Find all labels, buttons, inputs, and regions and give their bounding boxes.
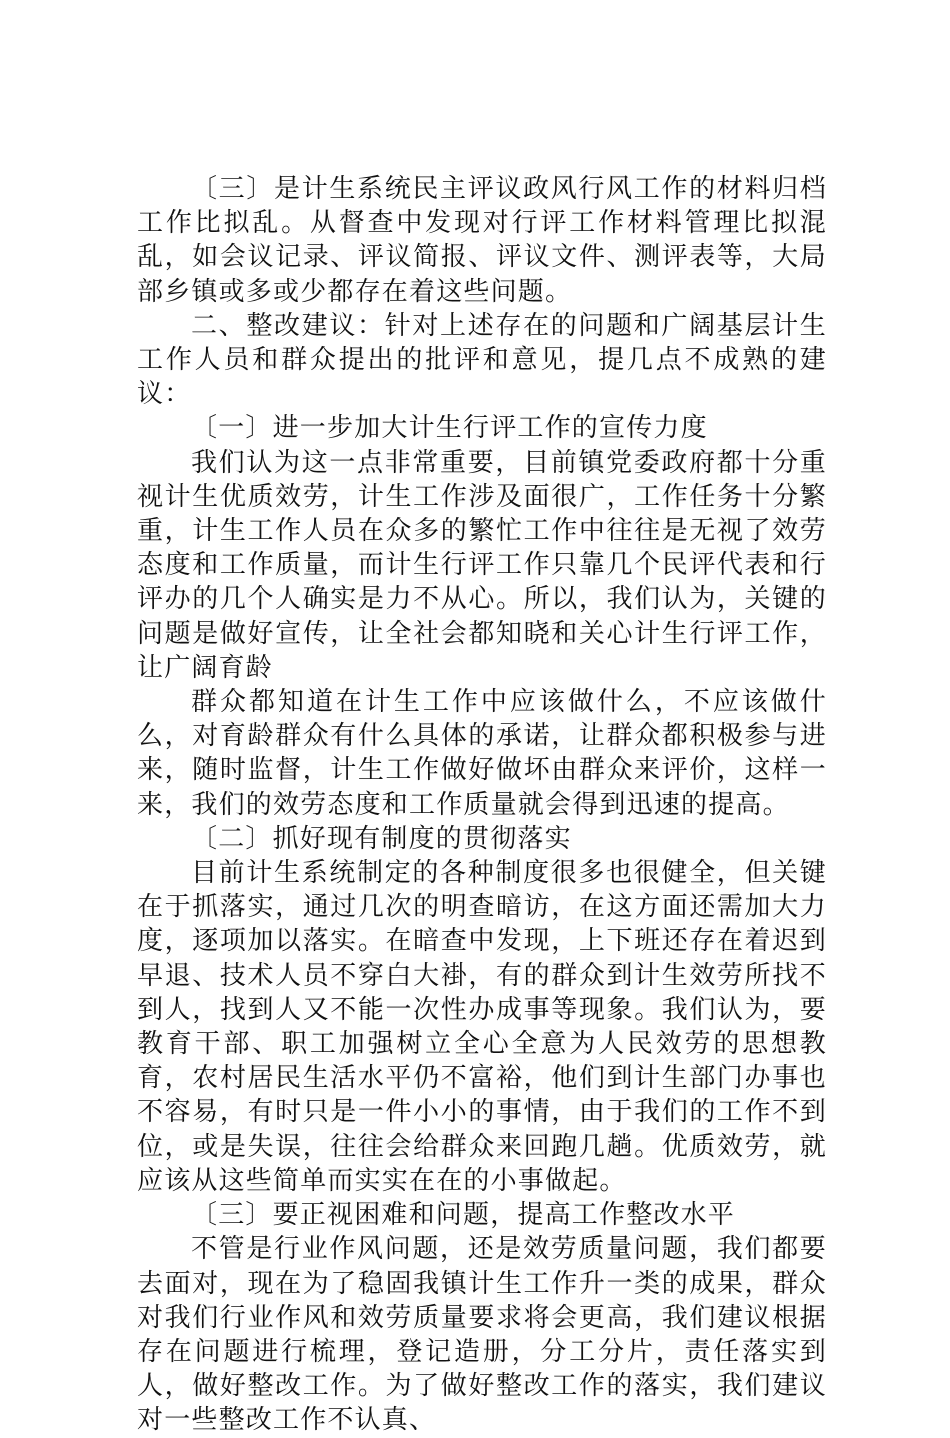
subheading-publicity: 〔一〕进一步加大计生行评工作的宣传力度 bbox=[191, 413, 708, 444]
subheading-implementation: 〔二〕抓好现有制度的贯彻落实 bbox=[191, 823, 572, 854]
paragraph-publicity-body: 我们认为这一点非常重要，目前镇党委政府都十分重视计生优质效劳，计生工作涉及面很广，工作任务十分繁重，计生工作人员在众多的繁忙工作中往往是无视了效劳态度和工作质量，而计生行评工作只靠几个民评代表和行评办的几个人确实是力不从心。所以，我们认为，关键的问题是做好宣传，让全社会都知晓和关心计生行评工作，让广阔育龄 bbox=[137, 447, 827, 683]
paragraph-rectification-suggestions: 二、整改建议：针对上述存在的问题和广阔基层计生工作人员和群众提出的批评和意见，提几点不成熟的建议： bbox=[137, 310, 827, 410]
paragraph-public-supervision: 群众都知道在计生工作中应该做什么，不应该做什么，对育龄群众有什么具体的承诺，让群众都积极参与进来，随时监督，计生工作做好做坏由群众来评价，这样一来，我们的效劳态度和工作质量就会得到迅速的提高。 bbox=[137, 687, 827, 820]
paragraph-problem-solving-body: 不管是行业作风问题，还是效劳质量问题，我们都要去面对，现在为了稳固我镇计生工作升一类的成果，群众对我们行业作风和效劳质量要求将会更高，我们建议根据存在问题进行梳理，登记造册，分工分片，责任落实到人，做好整改工作。为了做好整改工作的落实，我们建议对一些整改工作不认真、 bbox=[137, 1234, 827, 1436]
paragraph-archive-problem: 〔三〕是计生系统民主评议政风行风工作的材料归档工作比拟乱。从督查中发现对行评工作材料管理比拟混乱，如会议记录、评议简报、评议文件、测评表等，大局部乡镇或多或少都存在着这些问题。 bbox=[137, 174, 827, 307]
paragraph-implementation-body: 目前计生系统制定的各种制度很多也很健全，但关键在于抓落实，通过几次的明查暗访，在这方面还需加大力度，逐项加以落实。在暗查中发现，上下班还存在着迟到早退、技术人员不穿白大褂，有的群众到计生效劳所找不到人，找到人又不能一次性办成事等现象。我们认为，要教育干部、职工加强树立全心全意为人民效劳的思想教育，农村居民生活水平仍不富裕，他们到计生部门办事也不容易，有时只是一件小小的事情，由于我们的工作不到位，或是失误，往往会给群众来回跑几趟。优质效劳，就应该从这些简单而实实在在的小事做起。 bbox=[137, 858, 827, 1196]
document-body bbox=[137, 172, 827, 1438]
subheading-problem-solving: 〔三〕要正视困难和问题，提高工作整改水平 bbox=[191, 1200, 736, 1231]
